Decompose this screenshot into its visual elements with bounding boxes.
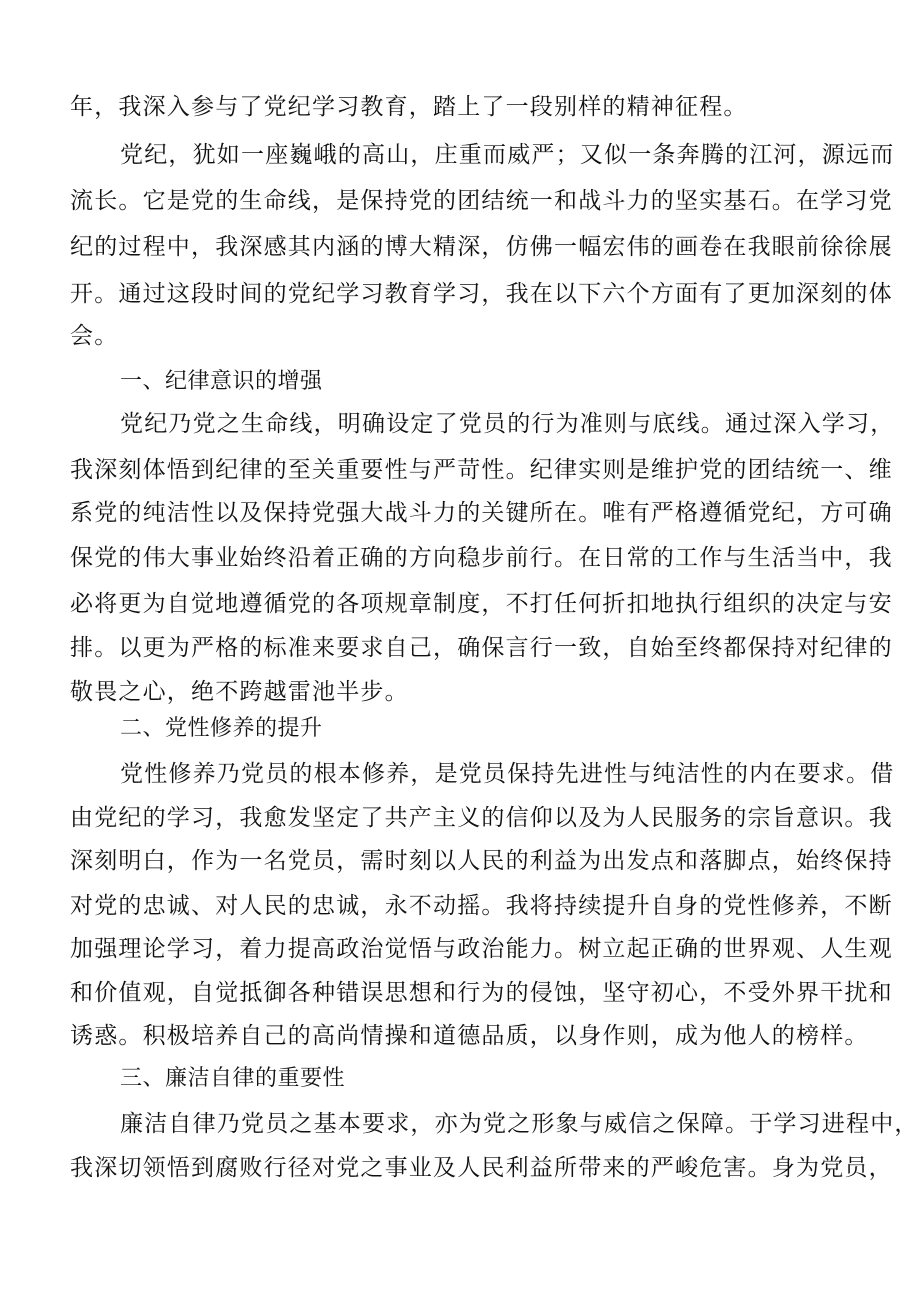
paragraph-line: 必将更为自觉地遵循党的各项规章制度，不打任何折扣地执行组织的决定与安 — [70, 591, 893, 617]
paragraph-line: 党性修养乃党员的根本修养，是党员保持先进性与纯洁性的内在要求。借 — [120, 761, 895, 787]
paragraph-line: 党纪，犹如一座巍峨的高山，庄重而威严；又似一条奔腾的江河，源远而 — [120, 142, 895, 168]
paragraph-line: 深刻明白，作为一名党员，需时刻以人民的利益为出发点和落脚点，始终保持 — [70, 848, 893, 874]
paragraph-line: 敬畏之心，绝不跨越雷池半步。 — [70, 679, 409, 705]
paragraph-line: 会。 — [70, 323, 119, 349]
section-heading: 三、廉洁自律的重要性 — [120, 1066, 346, 1091]
paragraph-line: 对党的忠诚、对人民的忠诚，永不动摇。我将持续提升自身的党性修养，不断 — [70, 893, 893, 919]
paragraph-line: 排。以更为严格的标准来要求自己，确保言行一致，自始至终都保持对纪律的 — [70, 635, 893, 661]
paragraph-line: 党纪乃党之生命线，明确设定了党员的行为准则与底线。通过深入学习， — [120, 411, 895, 437]
paragraph-line: 和价值观，自觉抵御各种错误思想和行为的侵蚀，坚守初心，不受外界干扰和 — [70, 980, 893, 1006]
paragraph-line: 流长。它是党的生命线，是保持党的团结统一和战斗力的坚实基石。在学习党 — [70, 188, 893, 214]
paragraph-line: 加强理论学习，着力提高政治觉悟与政治能力。树立起正确的世界观、人生观 — [70, 936, 893, 962]
paragraph-line: 由党纪的学习，我愈发坚定了共产主义的信仰以及为人民服务的宗旨意识。我 — [70, 805, 893, 831]
paragraph-line: 廉洁自律乃党员之基本要求，亦为党之形象与威信之保障。于学习进程中， — [120, 1111, 919, 1137]
paragraph-line: 开。通过这段时间的党纪学习教育学习，我在以下六个方面有了更加深刻的体 — [70, 281, 893, 307]
paragraph-line: 年，我深入参与了党纪学习教育，踏上了一段别样的精神征程。 — [70, 94, 748, 120]
paragraph-line: 我深切领悟到腐败行径对党之事业及人民利益所带来的严峻危害。身为党员， — [70, 1155, 893, 1181]
paragraph-line: 系党的纯洁性以及保持党强大战斗力的关键所在。唯有严格遵循党纪，方可确 — [70, 500, 893, 526]
paragraph-line: 纪的过程中，我深感其内涵的博大精深，仿佛一幅宏伟的画卷在我眼前徐徐展 — [70, 234, 893, 260]
paragraph-line: 保党的伟大事业始终沿着正确的方向稳步前行。在日常的工作与生活当中，我 — [70, 545, 893, 571]
paragraph-line: 我深刻体悟到纪律的至关重要性与严苛性。纪律实则是维护党的团结统一、维 — [70, 457, 893, 483]
section-heading: 一、纪律意识的增强 — [120, 369, 323, 394]
paragraph-line: 诱惑。积极培养自己的高尚情操和道德品质，以身作则，成为他人的榜样。 — [70, 1023, 869, 1049]
section-heading: 二、党性修养的提升 — [120, 716, 323, 741]
